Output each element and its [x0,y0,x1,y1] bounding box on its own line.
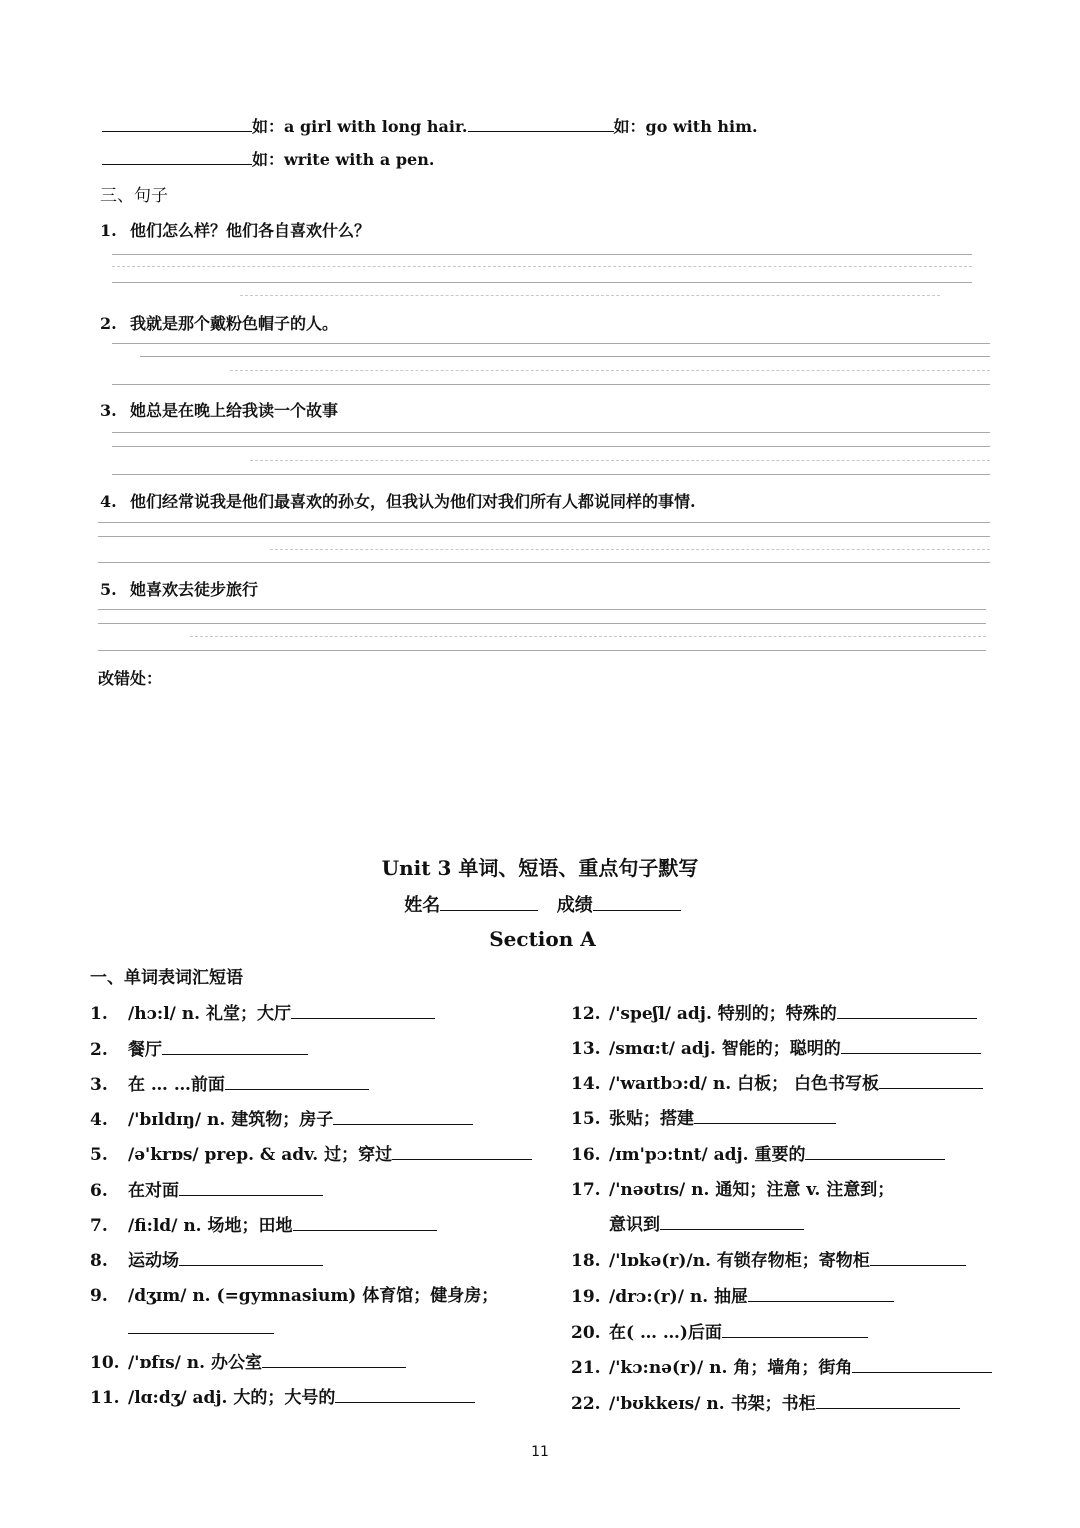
vocab-item-20: 20. 在( … …)后面 [571,1318,868,1343]
answer-blank[interactable] [852,1357,992,1373]
name-score-row [0,891,1080,917]
answer-blank[interactable] [102,116,252,132]
example-text: go with him. [645,117,758,136]
example-text: write with a pen. [284,150,435,169]
vocab-item-1: 1. /hɔ:l/ n. 礼堂；大厅 [90,999,435,1024]
answer-blank[interactable] [262,1352,406,1368]
vocab-item-8: 8. 运动场 [90,1246,323,1271]
grammar-row-2 [102,147,434,170]
vocab-item-22: 22. /'bʊkkeɪs/ n. 书架；书柜 [571,1389,960,1414]
score-field[interactable] [593,895,681,911]
answer-blank[interactable] [468,116,614,132]
example-label: 如： [613,117,646,136]
vocab-item-9-blank [128,1318,274,1338]
answer-blank[interactable] [870,1250,966,1266]
writing-line[interactable] [98,623,986,624]
section-title: Section A [489,927,596,951]
answer-blank[interactable] [291,1003,435,1019]
grammar-row-1 [102,114,758,137]
example-label: 如： [252,150,285,169]
answer-blank[interactable] [837,1003,977,1019]
score-label: 成绩 [556,895,593,916]
example-text: a girl with long hair. [284,117,468,136]
vocab-item-17: 17. /'nəʊtɪs/ n. 通知；注意 v. 注意到； [571,1180,895,1200]
writing-line[interactable] [270,549,990,550]
vocab-item-2: 2. 餐厅 [90,1035,308,1060]
vocab-item-9: 9. /dʒɪm/ n. (=gymnasium) 体育馆；健身房； [90,1286,499,1306]
vocab-item-19: 19. /drɔ:(r)/ n. 抽屉 [571,1282,894,1307]
answer-blank[interactable] [225,1074,369,1090]
answer-blank[interactable] [162,1039,308,1055]
answer-blank[interactable] [179,1250,323,1266]
answer-blank[interactable] [392,1144,532,1160]
sentence-item-5: 5. 她喜欢去徒步旅行 [100,580,259,599]
sentence-item-4: 4. 他们经常说我是他们最喜欢的孙女，但我认为他们对我们所有人都说同样的事情. [100,492,696,511]
writing-line[interactable] [112,474,990,475]
sentence-item-1: 1. 他们怎么样？他们各自喜欢什么？ [100,221,371,240]
vocab-item-11: 11. /lɑ:dʒ/ adj. 大的；大号的 [90,1383,475,1408]
writing-line[interactable] [112,282,972,283]
vocab-item-12: 12. /'speʃl/ adj. 特别的；特殊的 [571,999,977,1024]
sentences-heading: 三、句子 [100,186,168,206]
vocab-item-4: 4. /'bɪldɪŋ/ n. 建筑物；房子 [90,1105,473,1130]
writing-line[interactable] [230,370,990,371]
writing-line[interactable] [98,609,986,610]
writing-line[interactable] [98,562,990,563]
answer-blank[interactable] [805,1144,945,1160]
writing-line[interactable] [112,446,990,447]
answer-blank[interactable] [841,1038,981,1054]
answer-blank[interactable] [722,1322,868,1338]
answer-blank[interactable] [660,1214,804,1230]
vocab-item-5: 5. /ə'krɒs/ prep. & adv. 过；穿过 [90,1140,532,1165]
vocab-item-18: 18. /'lɒkə(r)/n. 有锁存物柜；寄物柜 [571,1246,966,1271]
writing-line[interactable] [98,650,986,651]
answer-blank[interactable] [128,1318,274,1334]
answer-blank[interactable] [335,1387,475,1403]
answer-blank[interactable] [293,1215,437,1231]
writing-line[interactable] [112,432,990,433]
sentence-item-3: 3. 她总是在晚上给我读一个故事 [100,401,339,420]
sentence-item-2: 2. 我就是那个戴粉色帽子的人。 [100,314,339,333]
vocab-item-15: 15. 张贴；搭建 [571,1104,836,1129]
answer-blank[interactable] [748,1286,894,1302]
writing-line[interactable] [140,356,990,357]
writing-line[interactable] [112,266,972,267]
writing-line[interactable] [98,536,990,537]
answer-blank[interactable] [694,1108,836,1124]
page-number: 11 [531,1444,549,1460]
vocab-item-16: 16. /ɪm'pɔ:tnt/ adj. 重要的 [571,1140,945,1165]
answer-blank[interactable] [816,1393,960,1409]
name-field[interactable] [440,895,538,911]
writing-line[interactable] [112,254,972,255]
writing-line[interactable] [250,460,990,461]
name-label: 姓名 [404,895,441,916]
vocab-item-17-cont: 意识到 [609,1210,804,1235]
correction-label: 改错处： [98,669,163,688]
vocab-item-14: 14. /'waɪtbɔ:d/ n. 白板； 白色书写板 [571,1069,983,1094]
writing-line[interactable] [240,295,940,296]
vocab-item-21: 21. /'kɔ:nə(r)/ n. 角；墙角；街角 [571,1353,992,1378]
example-label: 如： [252,117,285,136]
writing-line[interactable] [190,636,986,637]
vocab-item-10: 10. /'ɒfɪs/ n. 办公室 [90,1348,406,1373]
answer-blank[interactable] [102,149,252,165]
writing-line[interactable] [112,384,990,385]
unit-title: Unit 3 单词、短语、重点句子默写 [381,856,699,880]
vocab-item-3: 3. 在 … …前面 [90,1070,369,1095]
part-heading: 一、单词表词汇短语 [90,968,243,988]
answer-blank[interactable] [333,1109,473,1125]
answer-blank[interactable] [879,1073,983,1089]
vocab-item-13: 13. /smɑ:t/ adj. 智能的；聪明的 [571,1034,981,1059]
answer-blank[interactable] [179,1180,323,1196]
writing-line[interactable] [112,343,990,344]
vocab-item-6: 6. 在对面 [90,1176,323,1201]
vocab-item-7: 7. /fi:ld/ n. 场地；田地 [90,1211,437,1236]
writing-line[interactable] [98,522,990,523]
